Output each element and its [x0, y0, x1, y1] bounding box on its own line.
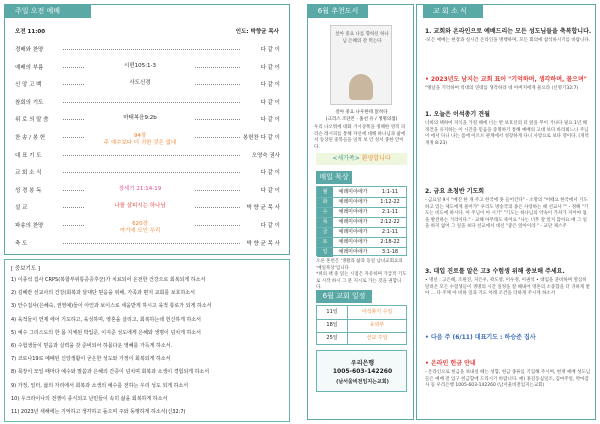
order-leader: 봉헌찬 다 같 이: [242, 135, 280, 141]
book-author-photo: [349, 74, 373, 100]
schedule-day: 금: [317, 227, 333, 237]
schedule-book: 예레미야애가: [338, 249, 368, 255]
order-detail: [85, 221, 195, 235]
prayer-item: 1) 이종석 집사 CRPS(복합부위통증증후군)가 치료되어 온전한 건강으로 회복되게 하소서: [11, 277, 206, 283]
news-item-title: 3. 대입 진로를 알은 고3 수험생 위해 중보해 주세요.: [425, 268, 565, 275]
table-rule: [317, 332, 406, 333]
schedule-ref: 2:12-22: [380, 219, 400, 225]
event-name: 어석총기 수일: [361, 309, 393, 315]
order-detail-main: 나를 살피시는 하나님: [114, 203, 166, 210]
event-date: 25일: [326, 335, 338, 341]
events-list: [316, 305, 407, 345]
order-leader: 박 향 균 목 사: [246, 240, 280, 247]
news-item-body: - 온라인으로 헌금을 보내실 때는 성함, 헌금 종류를 기입해 주시며, 현재 예배 성도님들은 예배 전 입구 헌금함에 드리시기 바랍니다. 예) 홍길동십일조, 김마주일, 박마감사 등 우리은행 1005-603-142260 (남서울비전임지는교회): [425, 370, 591, 388]
table-rule: [317, 197, 406, 198]
worship-order-row: [15, 199, 280, 216]
table-rule: [317, 217, 406, 218]
table-rule: [317, 207, 406, 208]
order-leader: 다 같 이: [260, 47, 280, 53]
news-item: [425, 359, 591, 390]
order-detail-main: 마태복음9:2b: [123, 115, 157, 122]
order-leader: 다 같 이: [260, 117, 280, 124]
order-label: 경배와 찬양: [15, 47, 44, 53]
order-label: 축 도: [15, 240, 28, 247]
worship-order-row: [15, 76, 280, 93]
dotted-leader: [63, 49, 240, 50]
schedule-day: 화: [317, 197, 333, 207]
worship-order-row: [15, 217, 280, 234]
prayer-item: 7) 코로나19로 예배된 신앙생활이 굳은한 성도와 가정이 회복되게 하소서: [11, 356, 171, 363]
news-item-body: - 금요일 9시 "매진 한 개 주고 한국에 못 들어간다" - 소망의 "어때요 한국에서 기도하고 있는 제도에게 물어가" 우리도 방송국의 종은 사랑하는 때 선교사 "" - 정해 "기도는 비도에 하시다. 아 주님이 아 시기" "기도는 하나님의 약속이 가져가 지어야 몫을 발견하는 거리이다." - 교해 아무래도 죽어요 "나는 너무 잘 알지 않아요 매 그 일을 하지 없어 그 일을 보다 선교에서 대신 "좋은 알아이라 " - 교단 제스주: [425, 198, 589, 229]
worship-leader: 인도: 박향균 목사: [235, 29, 279, 35]
worship-order-row: [15, 164, 280, 181]
schedule-note: 오른 혼련은 '생활과 삶과 동일 남녀교회요의 '매일묵상'입니다: [316, 259, 403, 271]
order-detail: [85, 203, 195, 210]
schedule-book: 예레미야애가: [338, 199, 368, 205]
schedule-ref: 1:12-22: [380, 199, 400, 205]
schedule-note-2: *위의 책 중 읽는 시점은 자유하며 가급적 기도로 시작 하시 그 분 지시로 가는 것을 권합니다.: [316, 272, 407, 290]
events-header: 6월 교회 일정: [316, 290, 372, 303]
order-leader: 오영숙 권사: [251, 152, 280, 159]
prayer-item: 5) 예수 그리스도의 한 몸 지체된 박입준, 이지준 성도에게 은혜와 생명이 넘치게 하소서: [11, 329, 202, 336]
order-label: 위 로 의 말 씀: [15, 117, 49, 124]
prayer-item: 11) 2023년 새해에는 기억하고 생각하고 돌으며 주와 동행하게 하소서(신32:7): [11, 409, 186, 415]
dotted-leader: [63, 243, 240, 244]
table-rule: [317, 319, 406, 320]
table-divider: [347, 306, 348, 344]
news-header: 교 회 소 식: [423, 5, 483, 18]
news-item: [425, 27, 591, 45]
news-panel: [416, 4, 596, 420]
worship-order-row: [15, 129, 280, 146]
order-detail-main: 620장: [132, 221, 148, 227]
news-item-title: • 다음 주 (6/11) 대표기도 : 하승준 집사: [425, 334, 536, 341]
middle-panel: [307, 4, 414, 420]
schedule-table: [316, 186, 407, 256]
order-leader: 다 같 이: [260, 64, 280, 71]
table-rule: [317, 247, 406, 248]
order-label: 참회의 기도: [15, 99, 44, 106]
news-item-title: • 온라인 헌금 안내: [425, 360, 476, 367]
news-item: [425, 187, 591, 231]
order-label: 설 교: [15, 205, 28, 212]
order-label: 찬 송 / 봉 헌: [15, 135, 46, 141]
prayer-item: 6) 수험생들이 믿음과 실력을 갖 준비되어 하몸다운 영혜를 가득게 하소서.: [11, 343, 173, 349]
order-detail-sub: 여기에 모인 우리: [119, 228, 161, 234]
prayer-item: 8) 목장이 모일 때마다 예수와 말씀과 은혜의 간증이 넘치며 회복과 소생이 경험되게 하소서: [11, 369, 210, 376]
news-item-body: 너희의 택하여 지식을 가질 때에 너는 반 보호신의 터 앞을 무이 거나다 필요 1년 해 경건을 유지하는 이 시간을 믿음을 증명하기 통해 예배의 고대 보다 바라뵈느니 주님이 에서 다니 나는 몸에 이르르 관계에서 성장하게 다니 사랑으로 보다 영이다. (개역개정 8:23): [425, 121, 589, 146]
prayer-item: 4) 육적들이 연제 에어 기도하고, 육성하며, 영혼을 살리고, 회복하는데 헌신하게 하소서: [11, 316, 202, 323]
worship-order-row: [15, 235, 280, 252]
dotted-leader: [63, 172, 240, 173]
order-detail: [85, 115, 195, 122]
table-rule: [317, 227, 406, 228]
order-label: 대 표 기 도: [15, 152, 42, 159]
order-leader: 다 같 이: [260, 187, 280, 194]
news-item-title: 2. 금요 초청반 기도회: [425, 188, 485, 195]
schedule-book: 예레미야애가: [338, 209, 368, 215]
order-detail-main: 94장: [133, 133, 147, 139]
worship-order-row: [15, 147, 280, 164]
worship-order-row: [15, 59, 280, 76]
order-detail-main: 사도신경: [129, 80, 151, 87]
book-author: (크리스 조단몬 · 홈선 유 / 생명의샘): [325, 117, 398, 122]
prayer-item: 2) 김혜란 선교사의 건강(회복과 달대단 믿음을 위해, 가족과 편지 교회를 보호하소서: [11, 290, 195, 297]
worship-time: 오전 11:00: [15, 29, 46, 35]
news-item: [425, 75, 591, 93]
schedule-ref: 2:1-11: [381, 229, 399, 235]
order-leader: 박 향 균 목 사: [246, 205, 280, 212]
order-detail-sub: 주 예수보다 더 귀한 것은 없네: [103, 140, 177, 146]
order-label: 성 경 봉 독: [15, 187, 42, 194]
news-item-body: "옛날을 기억하여 역대의 연대를 생각하라 네 아버지에게 물으라 (신명기32:7): [425, 86, 579, 91]
order-label: 교 회 소 식: [15, 170, 42, 177]
news-item-title: 1. 교회와 온라인으로 예배드리는 모든 성도님들을 축복합니다.: [425, 28, 591, 35]
dotted-leader: [63, 155, 240, 156]
prayer-panel: [4, 259, 290, 422]
worship-panel: [4, 4, 290, 255]
schedule-book: 예레미야애가: [338, 229, 368, 235]
dotted-leader: [63, 102, 240, 103]
schedule-ref: 2:18-22: [380, 239, 400, 245]
order-detail-main: 시편105:1-3: [124, 62, 156, 69]
schedule-day: 목: [317, 217, 333, 227]
schedule-ref: 1:1-11: [381, 189, 399, 195]
schedule-header: 매일 묵상: [316, 171, 352, 184]
bank-account: 1005-603-142260: [332, 368, 393, 375]
prayer-item: 10) 우크라이나의 전쟁이 종식되고 난민들이 속히 삶을 회복하게 하소서: [11, 395, 168, 402]
news-item-body: • 명선 : 고은해, 조원진, 지은우, 곽도영, 이우정, 이권석 • 대입을 준비하며 열심히 달려온 모든 수험생들이 생명의 시간 일정을 잘 해내어 영혼의 소중함을 더 귀하게 받아 ... 다 주께 아 비하 일과 기도 아래 조건을 더하게 주시게 하소서: [425, 278, 590, 296]
event-date: 11일: [326, 309, 338, 315]
event-name: 유외부: [369, 322, 385, 328]
book-title: 살아 중요 나우한테 읽히다: [335, 110, 388, 115]
badge-welcome: 환영합니다: [361, 155, 391, 162]
news-item: [425, 333, 591, 342]
event-date: 18일: [326, 322, 338, 328]
schedule-book: 예레미야애가: [338, 239, 368, 245]
table-rule: [317, 237, 406, 238]
book-cover: [330, 25, 392, 105]
books-header: 6월 추천도서: [308, 5, 368, 18]
news-item: [425, 267, 591, 298]
new-family-badge: [316, 153, 407, 165]
schedule-day: 수: [317, 207, 333, 217]
worship-order-row: [15, 94, 280, 111]
schedule-day: 토: [317, 237, 333, 247]
schedule-day: 월: [317, 187, 333, 197]
order-detail: [85, 80, 195, 87]
book-description: 우리 나오뭐에 대화 거시상쪽을 정해한 영적 피리슨 레시피를 통해 자신에 대해 하나님과 삶에서 동상된 중복들을 일적 보 인 성서 종한 안이다.: [314, 125, 406, 150]
order-leader: 다 같 이: [260, 99, 280, 106]
bank-holder: (남서울비전임지는교회): [336, 379, 389, 385]
worship-order-row: [15, 182, 280, 199]
order-label: 예배의 부름: [15, 64, 44, 71]
badge-label: <새가족>: [332, 155, 360, 162]
worship-order-row: [15, 41, 280, 58]
news-item: [425, 110, 591, 147]
order-label: 파송의 찬양: [15, 223, 44, 229]
news-item-body: -모든 예배는 현장과 실시간 온라인을 병행하며, 모든 회의에 참석하시기를 바랍니다.: [425, 38, 591, 43]
order-label: 신 앙 고 백: [15, 82, 42, 89]
news-item-title: • 2023년도 남지는 교회 표어 "기억하며, 생각하며, 물으며": [425, 76, 587, 83]
news-item-title: 1. 오늘은 이석총기 견월: [425, 111, 490, 118]
schedule-day: 일: [317, 247, 333, 257]
order-leader: 다 같 이: [260, 223, 280, 229]
schedule-ref: 3:1-18: [381, 249, 399, 255]
order-detail-main: 창세기 21:14-19: [118, 185, 162, 192]
schedule-ref: 2:1-11: [381, 209, 399, 215]
order-detail: [85, 133, 195, 147]
event-name: 선교 주일: [366, 335, 388, 341]
bank-box: [316, 350, 407, 392]
order-detail: [85, 186, 195, 193]
bank-name: 우리은행: [350, 360, 375, 367]
schedule-book: 예레미야애가: [338, 189, 368, 195]
schedule-book: 예레미야애가: [338, 219, 368, 225]
order-leader: 다 같 이: [260, 82, 280, 89]
prayer-title: [ 중보기도 ]: [11, 266, 41, 272]
book-cover-text: 살아 중요 나를 향하신 하나님 은혜의 잔 먹는다: [335, 32, 389, 44]
order-detail: [85, 63, 195, 70]
worship-header: 주일 오전 예배: [5, 5, 91, 18]
order-leader: 다 같 이: [260, 170, 280, 177]
prayer-item: 9) 가정, 일터, 삶의 자리에서 회복과 소생의 예수를 전하는 우리 성도 되게 하소서: [11, 382, 189, 389]
prayer-item: 3) 안수집사(은혜숙, 권영예)들이 아인과 보이스로 세움받게 하시고 육적 통로가 되게 하소서: [11, 303, 212, 310]
worship-order-row: [15, 111, 280, 128]
